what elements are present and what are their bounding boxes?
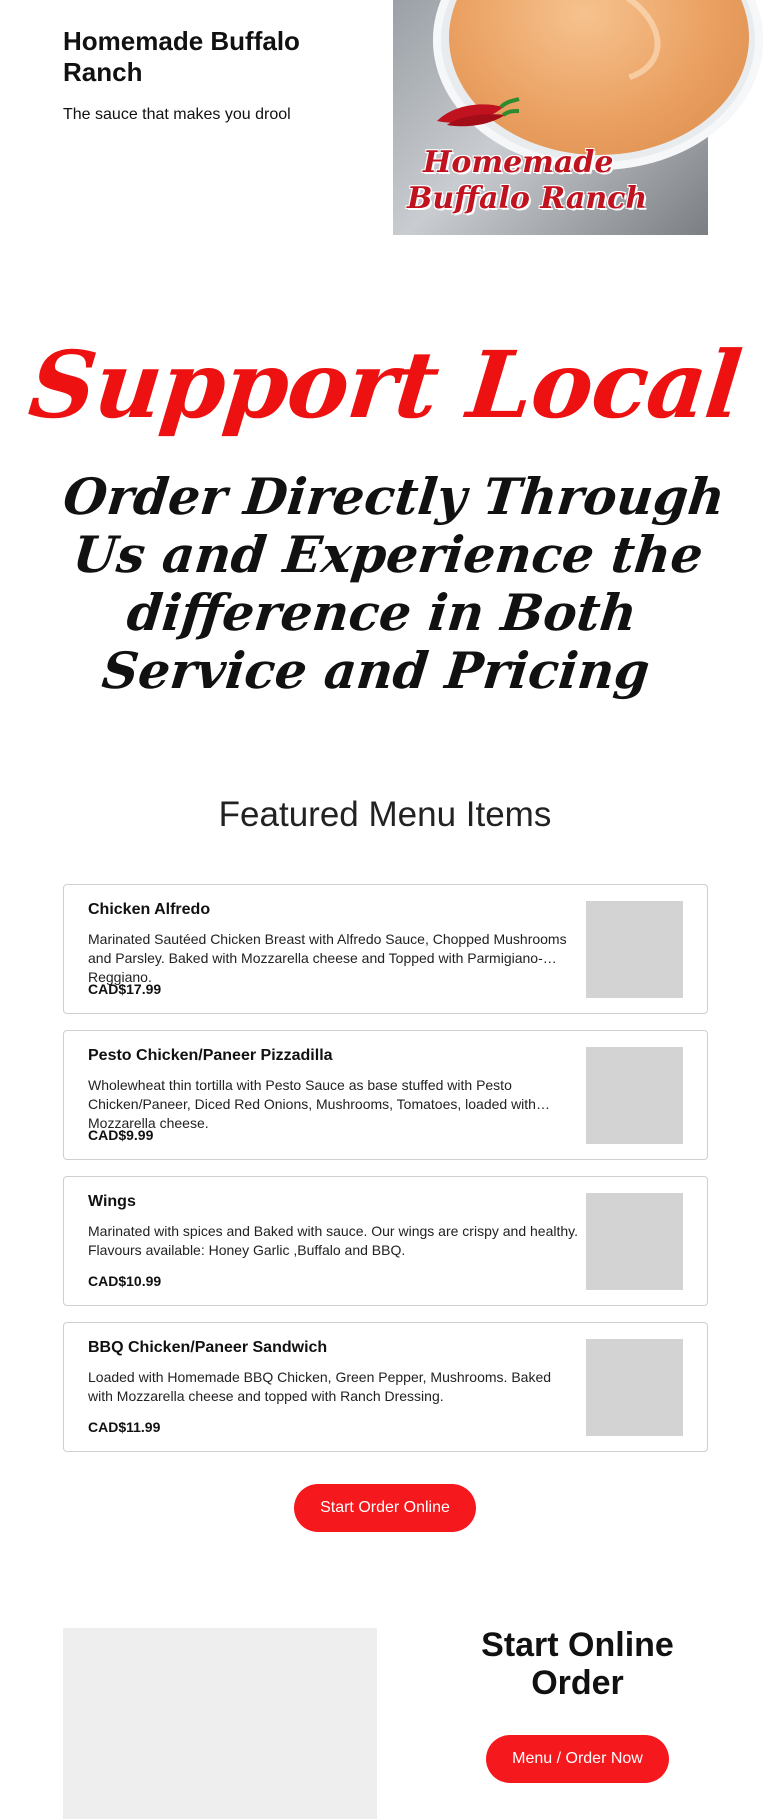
menu-item-card[interactable] [63,884,708,1014]
menu-item-description: Wholewheat thin tortilla with Pesto Sauce as base stuffed with Pesto Chicken/Paneer, Diced Red Onions, Mushrooms, Tomatoes, loaded with Mozzarella cheese. [88,1077,536,1131]
menu-item-image [586,1047,683,1144]
support-headline: Support Local [24,331,746,439]
menu-item-price: CAD$10.99 [88,1273,162,1289]
menu-order-now-button[interactable]: Menu / Order Now [486,1735,669,1783]
buffalo-ranch-image [393,0,708,235]
menu-item-name: Chicken Alfredo [88,901,211,918]
menu-item-card[interactable] [63,1322,708,1452]
support-local-banner [0,330,770,700]
featured-menu-title: Featured Menu Items [218,795,552,834]
support-tagline: Order Directly Through Us and Experience the difference in Both Service and Pricing [60,467,728,700]
menu-item-card[interactable] [63,1030,708,1160]
menu-item-description: Loaded with Homemade BBQ Chicken, Green Pepper, Mushrooms. Baked with Mozzarella cheese and topped with Ranch Dressing. [88,1369,552,1404]
menu-item-name: Wings [88,1193,136,1210]
image-caption-line2: Buffalo Ranch [407,181,648,216]
promo-subtitle: The sauce that makes you drool [63,106,291,123]
promo-title: Homemade Buffalo Ranch [63,26,300,87]
menu-item-price: CAD$11.99 [88,1419,161,1435]
start-online-order-heading: Start Online Order [481,1626,674,1702]
featured-menu-list [63,884,708,1468]
menu-item-image [586,1339,683,1436]
menu-item-description: Marinated with spices and Baked with sauce. Our wings are crispy and healthy. Flavours available: Honey Garlic ,Buffalo and BBQ. [88,1223,578,1258]
menu-item-name: Pesto Chicken/Paneer Pizzadilla [88,1047,333,1064]
online-order-image-placeholder [63,1628,377,1819]
image-caption-line1: Homemade [423,145,614,180]
start-order-online-button[interactable]: Start Order Online [294,1484,476,1532]
menu-item-image [586,901,683,998]
menu-item-image [586,1193,683,1290]
menu-item-price: CAD$9.99 [88,1127,154,1143]
menu-item-name: BBQ Chicken/Paneer Sandwich [88,1339,328,1356]
menu-item-card[interactable] [63,1176,708,1306]
menu-item-price: CAD$17.99 [88,981,162,997]
chili-pepper-icon [433,95,521,129]
menu-item-description: Marinated Sautéed Chicken Breast with Alfredo Sauce, Chopped Mushrooms and Parsley. Baked with Mozzarella cheese and Topped with Parmigiano-Reggiano. [88,931,567,985]
promo-section [63,0,708,235]
